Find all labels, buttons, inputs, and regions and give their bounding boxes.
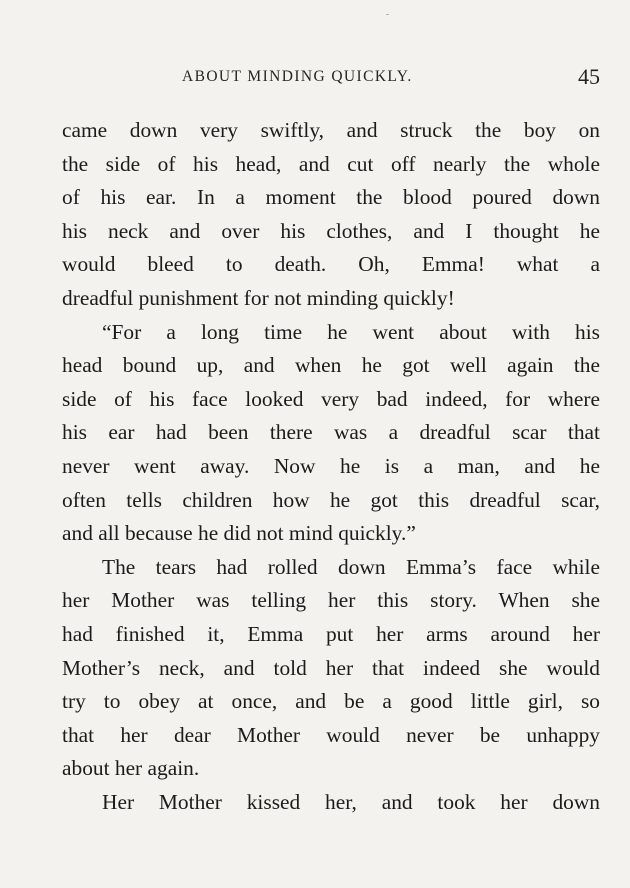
text-line: Mother’s neck, and told her that indeed she would xyxy=(62,655,600,680)
text-line: of his ear. In a moment the blood poured down xyxy=(62,185,600,210)
text-line: often tells children how he got this dreadful scar, xyxy=(62,487,600,512)
text-line: had finished it, Emma put her arms around her xyxy=(62,621,600,646)
text-line: The tears had rolled down Emma’s face while xyxy=(102,554,600,579)
paragraph-2 xyxy=(62,316,600,551)
text-line: about her again. xyxy=(62,756,200,781)
text-line: Her Mother kissed her, and took her down xyxy=(102,789,600,814)
paragraph-3 xyxy=(62,551,600,786)
page-header xyxy=(62,66,600,96)
text-line: side of his face looked very bad indeed, for where xyxy=(62,386,600,411)
paragraph-4 xyxy=(62,786,600,820)
text-line: came down very swiftly, and struck the boy on xyxy=(62,118,600,142)
text-line: his neck and over his clothes, and I thought he xyxy=(62,218,600,243)
text-line: and all because he did not mind quickly.” xyxy=(62,521,416,546)
body-text xyxy=(62,114,600,819)
page-number: 45 xyxy=(578,64,600,89)
paper-speck xyxy=(386,14,389,15)
text-line: dreadful punishment for not minding quickly! xyxy=(62,285,455,310)
text-line: never went away. Now he is a man, and he xyxy=(62,453,600,478)
text-line: that her dear Mother would never be unhappy xyxy=(62,722,600,747)
text-line: “For a long time he went about with his xyxy=(102,319,600,344)
text-line: try to obey at once, and be a good little girl, so xyxy=(62,689,600,714)
paragraph-1 xyxy=(62,114,600,316)
text-line: the side of his head, and cut off nearly the whole xyxy=(62,151,600,176)
text-line: his ear had been there was a dreadful scar that xyxy=(62,420,600,445)
text-line: would bleed to death. Oh, Emma! what a xyxy=(62,252,600,277)
text-line: her Mother was telling her this story. When she xyxy=(62,588,600,613)
running-head: ABOUT MINDING QUICKLY. xyxy=(182,68,413,85)
text-line: head bound up, and when he got well again the xyxy=(62,353,600,378)
